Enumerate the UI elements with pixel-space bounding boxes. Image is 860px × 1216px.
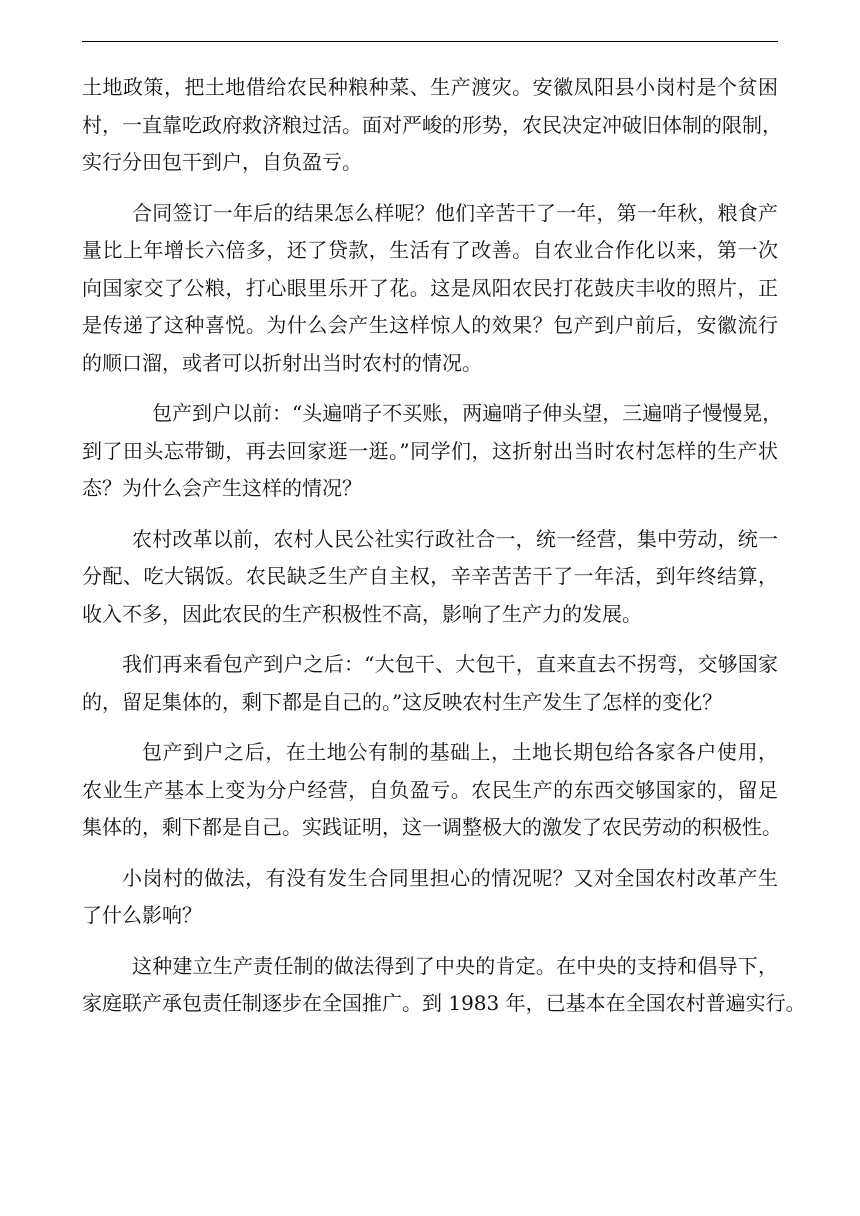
text-line: 包产到户以前：“头遍哨子不买账，两遍哨子伸头望，三遍哨子慢慢晃， bbox=[152, 401, 783, 425]
paragraph bbox=[82, 948, 806, 1023]
paragraph bbox=[82, 395, 783, 508]
text-line: 分配、吃大锅饭。农民缺乏生产自主权，辛辛苦苦干了一年活，到年终结算， bbox=[82, 564, 778, 588]
paragraph bbox=[82, 734, 782, 847]
text-line: 合同签订一年后的结果怎么样呢？他们辛苦干了一年，第一年秋，粮食产 bbox=[132, 200, 778, 225]
text-line: 包产到户之后，在土地公有制的基础上，土地长期包给各家各户使用， bbox=[142, 740, 778, 764]
text-line: 态？为什么会产生这样的情况？ bbox=[82, 476, 362, 500]
text-line: 收入不多，因此农民的生产积极性不高，影响了生产力的发展。 bbox=[82, 601, 642, 626]
header-rule bbox=[82, 41, 778, 42]
text-line: 到了田头忘带锄，再去回家逛一逛。”同学们，这折射出当时农村怎样的生产状 bbox=[82, 438, 778, 463]
paragraph bbox=[82, 646, 778, 721]
text-line: 了什么影响？ bbox=[82, 903, 202, 927]
text-line: 集体的，剩下都是自己。实践证明，这一调整极大的激发了农民劳动的积极性。 bbox=[82, 815, 782, 839]
text-line: 这种建立生产责任制的做法得到了中央的肯定。在中央的支持和倡导下， bbox=[132, 953, 778, 978]
text-line: 土地政策，把土地借给农民种粮种菜、生产渡灾。安徽凤阳县小岗村是个贫困 bbox=[82, 75, 778, 99]
text-line: 是传递了这种喜悦。为什么会产生这样惊人的效果？包产到户前后，安徽流行 bbox=[82, 313, 778, 337]
text-line: 村，一直靠吃政府救济粮过活。面对严峻的形势，农民决定冲破旧体制的限制， bbox=[82, 112, 782, 137]
text-line: 我们再来看包产到户之后：“大包干、大包干，直来直去不拐弯，交够国家 bbox=[122, 652, 778, 676]
text-line: 家庭联产承包责任制逐步在全国推广。到 1983 年，已基本在全国农村普遍实行。 bbox=[82, 991, 806, 1015]
paragraph bbox=[82, 69, 782, 182]
text-line: 向国家交了公粮，打心眼里乐开了花。这是凤阳农民打花鼓庆丰收的照片，正 bbox=[82, 275, 778, 300]
text-line: 的顺口溜，或者可以折射出当时农村的情况。 bbox=[82, 350, 482, 375]
paragraph bbox=[82, 860, 778, 935]
text-line: 农村改革以前，农村人民公社实行政社合一，统一经营，集中劳动，统一 bbox=[132, 526, 778, 551]
text-line: 小岗村的做法，有没有发生合同里担心的情况呢？又对全国农村改革产生 bbox=[122, 865, 778, 890]
paragraph bbox=[82, 521, 778, 634]
paragraph bbox=[82, 195, 778, 383]
text-line: 实行分田包干到户，自负盈亏。 bbox=[82, 150, 362, 174]
text-line: 量比上年增长六倍多，还了贷款，生活有了改善。自农业合作化以来，第一次 bbox=[82, 238, 778, 262]
text-line: 农业生产基本上变为分户经营，自负盈亏。农民生产的东西交够国家的，留足 bbox=[82, 777, 778, 802]
document-body bbox=[82, 69, 806, 1023]
text-line: 的，留足集体的，剩下都是自己的。”这反映农村生产发生了怎样的变化？ bbox=[82, 689, 723, 714]
